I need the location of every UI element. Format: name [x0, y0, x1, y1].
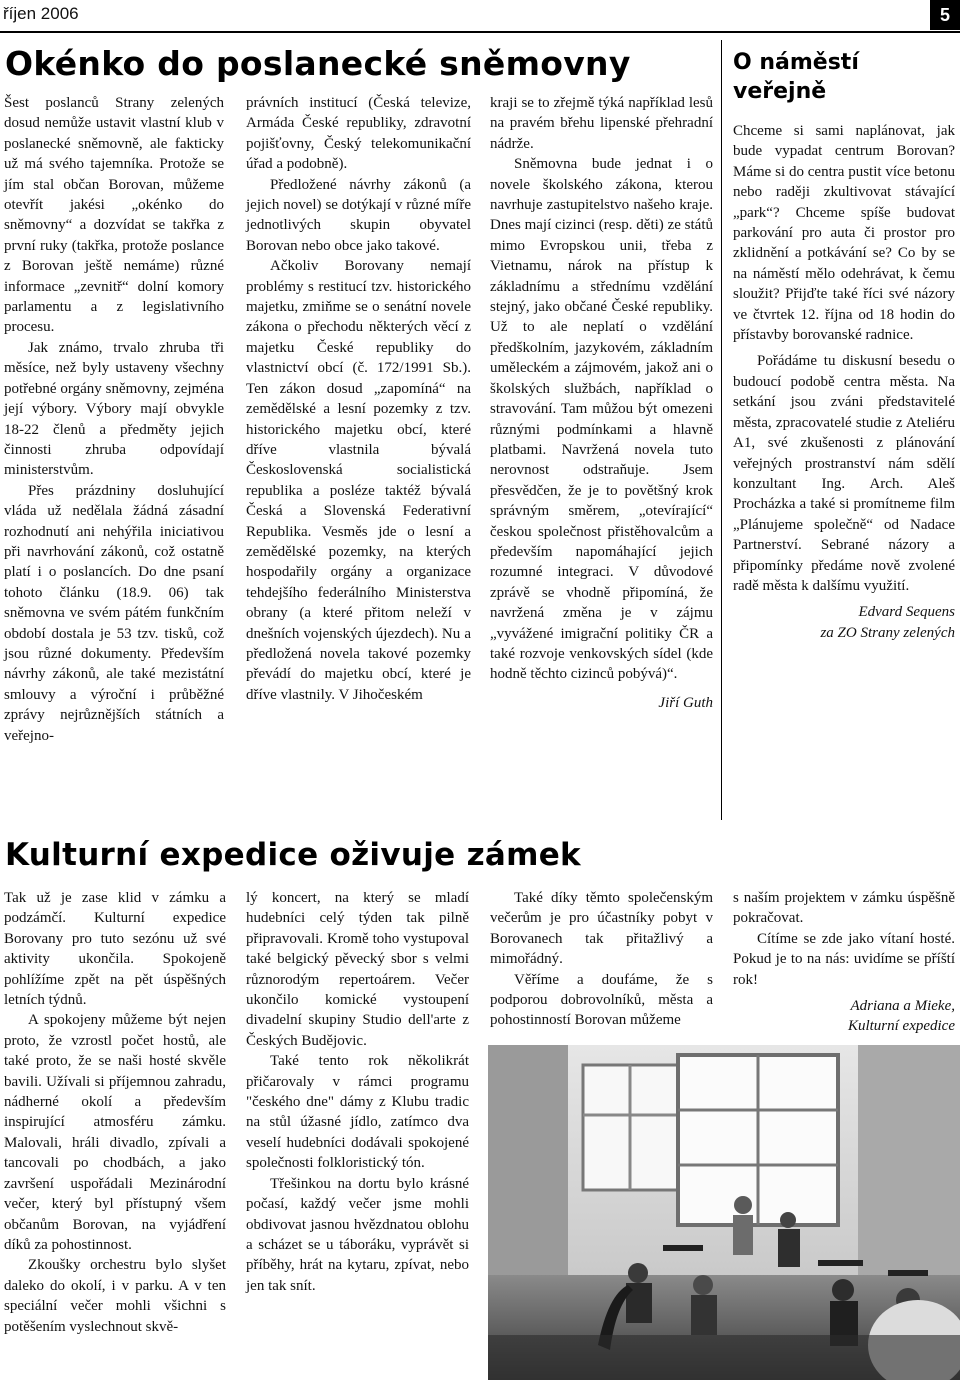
paragraph: Pořádáme tu diskusní besedu o budoucí podobě centra města. Na setkání jsou zváni představitelé města, zpracovatelé studie z Ateliéru A1, své zkušenosti z plánování veřejných prostranství nám sdělí konzultant Ing. Arch. Aleš Procházka a také si promítneme film „Plánujeme společně“ od Nadace Partnerství. Sebrané názory a připomínky předáme nově zvolené radě města k dalšímu využití.	[733, 353, 955, 594]
paragraph: Cítíme se zde jako vítaní hosté. Pokud je to na nás: uvidíme se příští rok!	[733, 930, 955, 988]
paragraph: Ačkoliv Borovany nemají problémy s restitucí tzv. historického majetku, zmiňme se o senátní novele zákona o přechodu některých věcí z majetku České republiky do vlastnictví obcí (č. 172/1991 Sb.). Ten zákon dosud „zapomíná“ na zemědělské a lesní pozemky z tzv. historického majetku obcí, které dříve vlastnila bývalá Československá socialistická republika a posléze taktéž bývalá Česká a Slovenská Federativní Republika. Vesměs jde o lesní a zemědělské pozemky, na kterých hospodařily orgány a organizace tehdejšího federálního Ministerstva obrany (a které přitom neleží v dnešních vojenských újezdech). Nu a předložená novela takové pozemky převádí do majetku obcí, které je dříve vlastnily. V Jihočeském	[246, 258, 471, 703]
header-rule	[0, 31, 960, 33]
page-number: 5	[930, 0, 960, 30]
article2-column-2	[246, 888, 469, 1296]
paragraph: Zkoušky orchestru bylo slyšet daleko do okolí, i v parku. A v ten speciální večer mohli všichni s potěšením vyslechnout skvě-	[4, 1257, 226, 1335]
orchestra-rehearsal-photo	[488, 1045, 960, 1380]
article1-column-3	[490, 93, 713, 713]
paragraph: Také díky těmto společenským večerům je pro účastníky pobyt v Borovanech tak přitažlivý a mimořádný.	[490, 890, 713, 968]
paragraph: Jak známo, trvalo zhruba tři měsíce, než byly ustaveny všechny potřebné orgány sněmovny, zejména její výbory. Výbory mají obvykle 18-22 členů a předměty jejich činnosti zhruba odpovídají ministerstvům.	[4, 339, 224, 479]
author-signature: Jiří Guth	[658, 694, 713, 711]
page-header	[0, 0, 960, 30]
article-title-parliament: Okénko do poslanecké sněmovny	[5, 44, 631, 83]
article2-signature-org: Kulturní expedice	[847, 1018, 955, 1035]
paragraph: A spokojeny můžeme být nejen proto, že vzrostl počet hostů, ale také proto, že se naši hosté skvěle bavili. Užívali si příjemnou zahradu, nádherné okolí a především inspirující atmosféru zámku. Malovali, hráli divadlo, zpívali a tancovali po chodbách, a jako završení uspořádali Mezinárodní večer, který byl přístupný všem občanům Borovan, na vyjádření díků za pohostinnost.	[4, 1012, 226, 1253]
paragraph: Také tento rok několikrát přičarovaly v rámci programu "českého dne" dámy z Klubu tradic na stůl úžasné jídlo, zatímco dva veselí hudebníci dodávali spokojené společnosti folkloristický tón.	[246, 1053, 469, 1172]
column-divider	[721, 40, 722, 820]
paragraph: Sněmovna bude jednat i o novele školského zákona, kterou navrhuje zastupitelstvo našeho kraje. Dnes mají cizinci (resp. děti) ze států mimo Evropskou unii, třeba z Vietnamu, nárok na přístup k základnímu a střednímu vzdělání stejný, jako občané České republiky. Už to ale neplatí o vzdělání předškolním, jazykovém, základním uměleckém a zájmovém, jakož ani o školských službách, například o stravování. Tam můžou být omezeni různými podmínkami a hlavně platbami. Navržená novela tuto nerovnost odstraňuje. Jsem přesvědčen, že je to povětšný krok správným směrem, „otevírající“ českou společnost přistěhovalcům a především napomáhající jejich rozumné integraci. V důvodové zprávě se vhodně připomíná, že navržená změna je v zájmu „vyvážené imigrační politiky ČR a také rozvoje venkovských sídel (kde hodně těchto cizinců pobývá)“.	[490, 156, 713, 683]
paragraph: Věříme a doufáme, že s podporou dobrovolníků, města a pohostinností Borovan můžeme	[490, 971, 713, 1029]
article1-column-2	[246, 93, 471, 705]
paragraph: Chceme si sami naplánovat, jak bude vypadat centrum Borovan? Máme si do centra pustit více betonu nebo raději zkultivovat stávající „park“? Chceme spíše budovat parkování pro auta či prostor pro zklidnění a potkávání se? Co by se na náměstí mělo odehrávat, k čemu sloužit? Přijďte také říci své názory ve čtvrtek 12. října od 18 hodin do přístavby borovanské radnice.	[733, 123, 955, 344]
paragraph: Třešinkou na dortu bylo krásné počasí, každý večer jsme mohli obdivovat jasnou hvězdnatou oblohu a scházet se u táboráku, vyprávět si příběhy, hrát na kytaru, zpívat, nebo jen tak snít.	[246, 1175, 469, 1294]
paragraph: právních institucí (Česká televize, Armáda České republiky, zdravotní pojišťovny, Český telekomunikační úřad a podobně).	[246, 95, 471, 173]
paragraph: Tak už je zase klid v zámku a podzámčí. Kulturní expedice Borovany pro tuto sezónu už své aktivity ukončila. Spokojeně pohlížíme zpět na pět úspěšných letních týdnů.	[4, 890, 226, 1009]
sidebar-title: O náměstí veřejně	[733, 50, 859, 104]
paragraph: kraji se to zřejmě týká například lesů na pravém břehu lipenské přehradní nádrže.	[490, 95, 713, 152]
article2-column-1	[4, 888, 226, 1337]
sidebar-signature-name: Edvard Sequens	[858, 604, 955, 621]
issue-date: říjen 2006	[3, 4, 79, 23]
sidebar-signature-org: za ZO Strany zelených	[820, 624, 955, 641]
article2-signature-name: Adriana a Mieke,	[850, 998, 955, 1015]
paragraph: Přes prázdniny dosluhující vláda už nedělala žádná zásadní rozhodnutí ani nehýřila iniciativou při navrhování zákonů, což ostatně platí i o poslancích. Do dne psaní tohoto článku (18.9. 06) tak sněmovna ve svém pátém funkčním období dostala je 53 tzv. tisků, což jsou různé dokumenty. Především návrhy zákonů, ale také mezistátní smlouvy a výroční i průběžné zprávy nejrůznějších státních a veřejno-	[4, 482, 224, 744]
paragraph: Předložené návrhy zákonů (a jejich novel) se dotýkají v různé míře jednotlivých skupin obyvatel Borovan nebo obce jako takové.	[246, 176, 471, 254]
article-title-culture: Kulturní expedice oživuje zámek	[5, 837, 581, 873]
article1-column-1	[4, 93, 224, 746]
article2-column-3	[490, 888, 713, 1031]
paragraph: Šest poslanců Strany zelených dosud nemůže ustavit vlastní klub v poslanecké sněmovně, ale fakticky už má svého tajemníka. Protože se jím stal občan Borovan, můžeme otevřít jakési „okénko do sněmovny“ a dozvídat se takřka z první ruky (takřka, protože poslance z Borovan ještě nemáme) různé informace „zevnitř“ dolní komory parlamentu a z legislativního procesu.	[4, 95, 224, 336]
sidebar-column	[733, 121, 955, 643]
paragraph: lý koncert, na který se mladí hudebníci celý týden tak pilně připravovali. Kromě toho vystupoval také belgický pěvecký sbor s velmi různorodým repertoárem. Večer ukončilo komické vystoupení divadelní skupiny Studio dell'arte z Českých Budějovic.	[246, 890, 469, 1049]
article2-column-4	[733, 888, 955, 1037]
paragraph: s naším projektem v zámku úspěšně pokračovat.	[733, 890, 955, 927]
